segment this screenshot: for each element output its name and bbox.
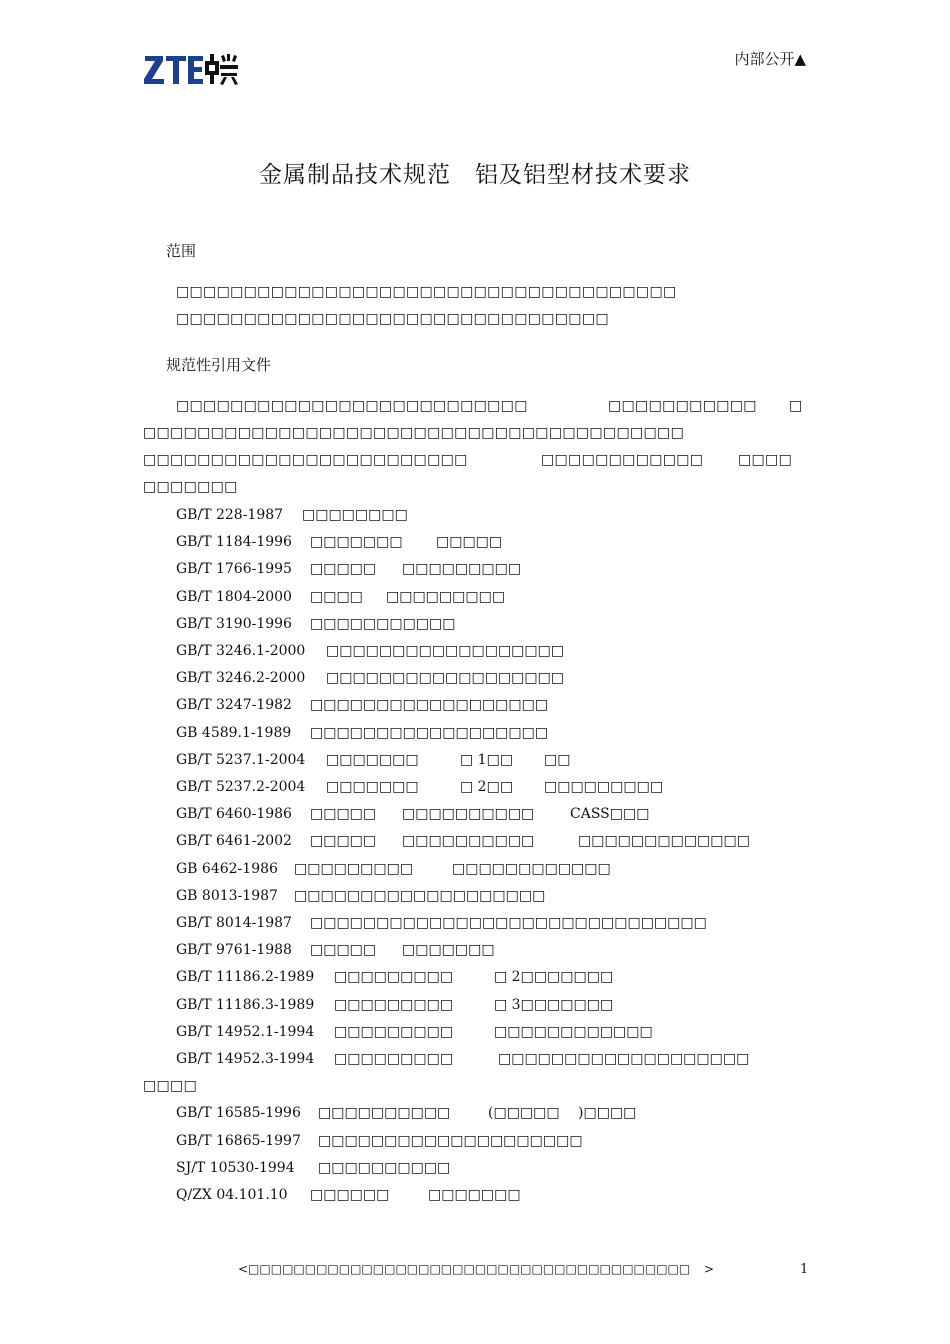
reference-title: □□□□□ (310, 806, 377, 823)
reference-title: (□□□□□ (488, 1105, 560, 1122)
reference-code: GB 8013-1987 (176, 887, 278, 904)
reference-item (176, 1187, 521, 1203)
reference-title: □ 1□□ (460, 751, 514, 768)
reference-title: □□□□□ (310, 561, 377, 578)
reference-item (176, 561, 522, 578)
reference-title: □□□□□□□□□□□□□□□□□□□ (498, 1051, 750, 1067)
reference-title: □□□□□ (436, 534, 503, 551)
reference-title: □□□□□□□□□ (334, 1051, 454, 1067)
reference-code: GB/T 3246.2-2000 (176, 670, 306, 687)
reference-code: GB/T 11186.3-1989 (176, 996, 315, 1013)
reference-title: □□□□□ (310, 833, 377, 850)
reference-title-wrap: □□□□ (143, 1078, 198, 1095)
reference-title: □□□□□□□□□ (334, 1023, 454, 1040)
reference-item (176, 1159, 451, 1176)
reference-item (176, 588, 506, 605)
reference-code: GB/T 9761-1988 (176, 942, 292, 959)
reference-item (176, 887, 546, 904)
reference-code: GB/T 5237.1-2004 (176, 751, 306, 768)
reference-title: □□□□□□□ (310, 534, 403, 551)
reference-code: GB/T 5237.2-2004 (176, 779, 306, 795)
intro-line: □□□□ (738, 452, 793, 468)
reference-item (176, 1051, 750, 1067)
reference-title: □□□□□□□□□□ (318, 1159, 451, 1176)
reference-title: □□□□□□□□□□□□□ (578, 833, 750, 850)
zte-logo-icon (143, 50, 239, 88)
footer-text: <□□□□□□□□□□□□□□□□□□□□□□□□□□□□□□□□□□□□□□□ (238, 1262, 691, 1276)
scope-line: □□□□□□□□□□□□□□□□□□□□□□□□□□□□□□□□□□□□□ (176, 284, 677, 300)
reference-code: GB/T 3246.1-2000 (176, 643, 306, 659)
reference-code: GB/T 3247-1982 (176, 697, 292, 714)
reference-item (176, 1023, 653, 1040)
reference-title: □□□□□□□ (428, 1187, 521, 1203)
intro-line: □□□□□□□□□□□□□□□□□□□□□□□□□□ (176, 398, 528, 414)
reference-item (176, 615, 456, 632)
reference-code: GB 4589.1-1989 (176, 724, 292, 741)
reference-title: □□□□ (310, 588, 363, 605)
page-number: 1 (800, 1262, 809, 1277)
reference-item (176, 915, 707, 931)
reference-item (176, 833, 750, 850)
page-title: 金属制品技术规范 铝及铝型材技术要求 (259, 162, 691, 188)
reference-title: □□□□□□□□□□□□□□□□□□ (326, 670, 565, 687)
reference-code: GB/T 11186.2-1989 (176, 969, 315, 986)
reference-title: □□□□□□□□□□ (402, 833, 535, 850)
reference-title: CASS□□□ (570, 806, 650, 823)
reference-title: □□□□□□□ (402, 942, 495, 959)
reference-title: □ 2□□ (460, 779, 514, 795)
reference-code: GB/T 8014-1987 (176, 915, 292, 931)
intro-line: □ (789, 398, 803, 414)
reference-code: GB 6462-1986 (176, 860, 278, 877)
reference-item (176, 724, 549, 741)
reference-code: GB/T 3190-1996 (176, 615, 292, 632)
reference-code: GB/T 1804-2000 (176, 588, 292, 605)
reference-code: GB/T 228-1987 (176, 507, 284, 523)
reference-title: □□□□□□□□□□□□□□□□□□ (310, 724, 549, 741)
reference-title: □□□□□□ (310, 1187, 390, 1203)
reference-title: □□□□□□□□□□□□□□□□□□□□□□□□□□□□□□ (310, 915, 707, 931)
reference-code: GB/T 1184-1996 (176, 534, 292, 551)
section-heading-scope: 范围 (166, 242, 197, 260)
reference-item (176, 751, 571, 768)
intro-line: □□□□□□□□□□□ (608, 398, 757, 414)
reference-item (176, 1105, 637, 1122)
reference-item (176, 969, 614, 986)
reference-item (176, 507, 408, 523)
intro-line: □□□□□□□□□□□□□□□□□□□□□□□□□□□□□□□□□□□□□□□□ (143, 425, 685, 441)
reference-item (176, 1132, 583, 1149)
reference-code: GB/T 14952.1-1994 (176, 1023, 315, 1040)
reference-title: □□□□□ (310, 942, 377, 959)
reference-title: □□□□□□□□ (302, 507, 408, 523)
reference-title: □□□□□□□□□□□□ (494, 1023, 653, 1040)
reference-title: )□□□□ (578, 1105, 637, 1122)
reference-title: □□□□□□□□□ (402, 561, 522, 578)
reference-item (176, 643, 565, 659)
reference-item (176, 697, 549, 714)
reference-code: GB/T 1766-1995 (176, 561, 292, 578)
reference-title: □□□□□□□□□□□□□□□□□□□ (294, 887, 546, 904)
reference-code: GB/T 14952.3-1994 (176, 1051, 315, 1067)
reference-title: □□□□□□□□□ (544, 779, 664, 795)
reference-title: □□□□□□□□□□□□□□□□□□ (310, 697, 549, 714)
reference-title: □□□□□□□□□ (386, 588, 506, 605)
reference-code: GB/T 16865-1997 (176, 1132, 301, 1149)
reference-title: □□□□□□□□□□ (402, 806, 535, 823)
intro-line: □□□□□□□□□□□□□□□□□□□□□□□□ (143, 452, 468, 468)
scope-line: □□□□□□□□□□□□□□□□□□□□□□□□□□□□□□□□ (176, 311, 609, 327)
reference-item (176, 996, 614, 1013)
reference-item (176, 670, 565, 687)
reference-title: □□□□□□□□□□□□□□□□□□□□ (318, 1132, 583, 1149)
intro-line: □□□□□□□□□□□□ (541, 452, 704, 468)
reference-code: GB/T 6460-1986 (176, 806, 292, 823)
reference-item (176, 779, 664, 795)
footer-bracket: > (704, 1262, 715, 1276)
section-heading-references: 规范性引用文件 (166, 356, 272, 374)
reference-title: □□□□□□□ (326, 779, 419, 795)
reference-item (176, 942, 495, 959)
reference-title: □□□□□□□□□ (334, 969, 454, 986)
reference-title: □□□□□□□□□□□□ (452, 860, 611, 877)
reference-title: □□□□□□□□□□ (318, 1105, 451, 1122)
reference-item (176, 534, 503, 551)
reference-item (176, 806, 650, 823)
reference-code: Q/ZX 04.101.10 (176, 1187, 288, 1203)
reference-title: □□□□□□□ (326, 751, 419, 768)
reference-title: □□□□□□□□□□□□□□□□□□ (326, 643, 565, 659)
reference-code: GB/T 16585-1996 (176, 1105, 301, 1122)
reference-title: □ 3□□□□□□□ (494, 996, 614, 1013)
reference-title: □□□□□□□□□□□ (310, 615, 456, 632)
classification-label: 内部公开▲ (734, 50, 806, 68)
reference-title: □□□□□□□□□ (294, 860, 414, 877)
reference-title: □□□□□□□□□ (334, 996, 454, 1013)
intro-line: □□□□□□□ (143, 479, 238, 495)
reference-item (176, 860, 611, 877)
zte-logo (143, 50, 239, 88)
reference-title: □ 2□□□□□□□ (494, 969, 614, 986)
reference-code: SJ/T 10530-1994 (176, 1159, 295, 1176)
reference-title: □□ (544, 751, 571, 768)
reference-code: GB/T 6461-2002 (176, 833, 292, 850)
